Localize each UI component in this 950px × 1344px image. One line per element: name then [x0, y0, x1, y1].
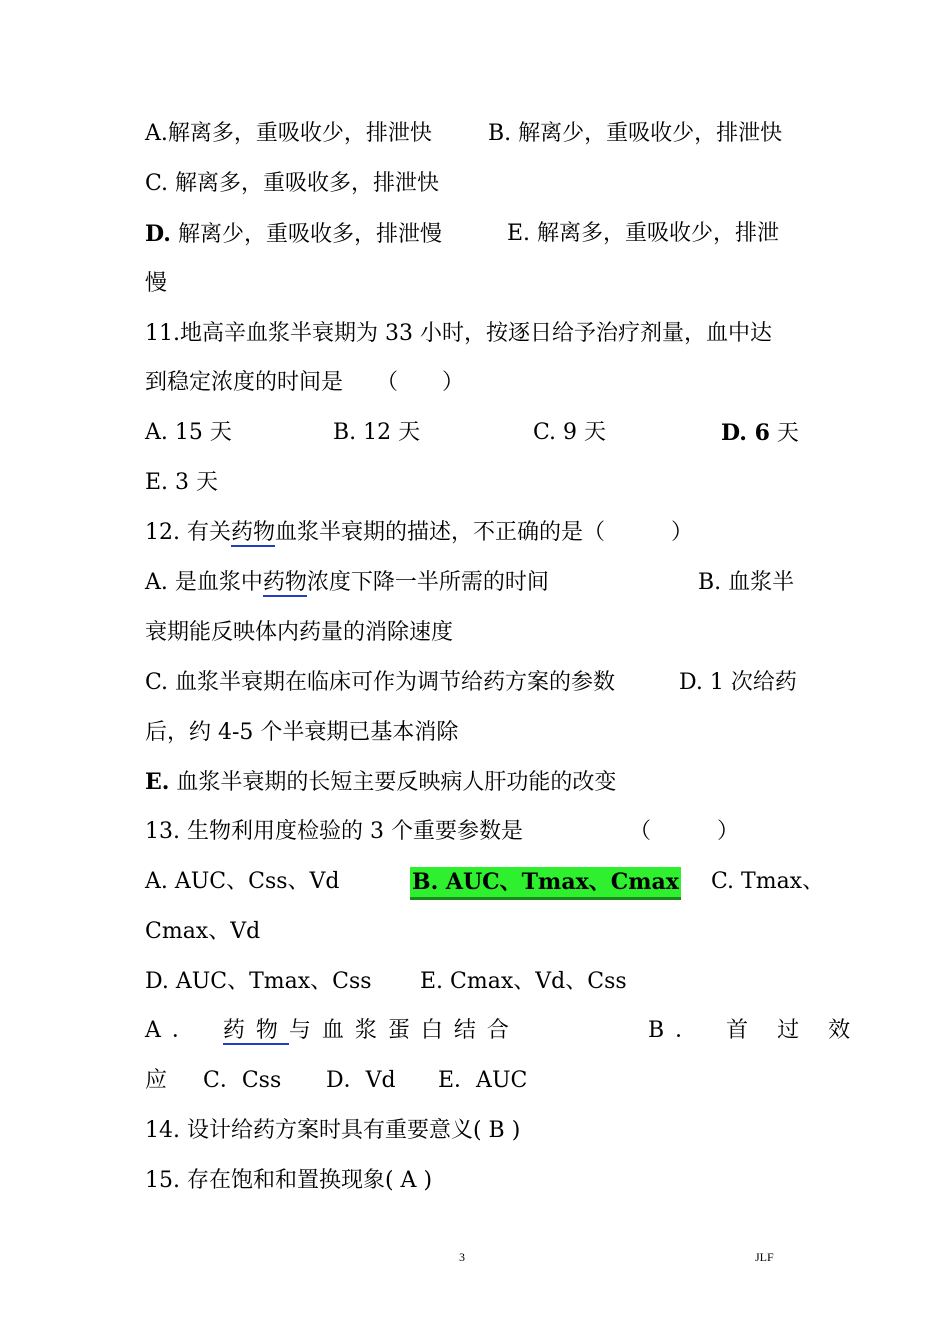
shared-option-a-post: 与血浆蛋白结合	[288, 1018, 520, 1043]
q12-option-a	[145, 563, 549, 603]
q12-stem-pre: 12. 有关	[145, 520, 231, 545]
q13-option-a: A. AUC、Css、Vd	[145, 869, 340, 894]
q12-stem-line	[145, 513, 807, 553]
shared-option-a-underlined: 药物	[222, 1018, 289, 1043]
q13-option-b	[410, 862, 681, 903]
q13-paren: （ ）	[629, 819, 740, 844]
q11-option-e: E. 3 天	[145, 470, 219, 495]
shared-options-cde	[145, 1061, 807, 1101]
q12-option-e	[145, 762, 616, 803]
shared-option-a-pre: A．	[145, 1018, 205, 1043]
q12-option-a-underlined: 药物	[262, 570, 307, 595]
shared-option-e: E．AUC	[438, 1068, 528, 1093]
q10-options-de	[145, 214, 807, 254]
q13-option-d: D. AUC、Tmax、Css	[145, 969, 372, 994]
footer-author: JLF	[755, 1250, 774, 1264]
q10-option-d-text: 解离少，重吸收多，排泄慢	[170, 222, 442, 247]
q12-option-e-text: 血浆半衰期的长短主要反映病人肝功能的改变	[169, 770, 617, 795]
q11-option-d-unit: 天	[769, 421, 799, 446]
q11-options-abcd	[145, 413, 807, 453]
shared-option-d: D．Vd	[326, 1068, 396, 1093]
q10-options-ab	[145, 114, 807, 154]
q13-stem: 13. 生物利用度检验的 3 个重要参数是	[145, 819, 523, 844]
q13-option-e: E. Cmax、Vd、Css	[420, 969, 627, 994]
q10-option-d-letter: D.	[145, 221, 171, 247]
q12-option-d-wrap	[145, 713, 807, 753]
q15-text: 15. 存在饱和和置换现象( A )	[145, 1168, 433, 1193]
shared-option-a	[145, 1011, 520, 1051]
q10-option-e-wrap	[145, 264, 807, 304]
q10-options-c	[145, 164, 807, 204]
q11-stem-line1	[145, 314, 807, 354]
q12-option-b-cont: 衰期能反映体内药量的消除速度	[145, 620, 454, 645]
shared-option-c: C．Css	[203, 1068, 282, 1093]
q15-line	[145, 1161, 807, 1201]
q11-stem-line2	[145, 363, 807, 403]
q10-option-e-cont: 慢	[145, 271, 168, 296]
q13-option-c-cont: Cmax、Vd	[145, 919, 261, 944]
q11-stem-1: 11.地高辛血浆半衰期为 33 小时，按逐日给予治疗剂量，血中达	[145, 321, 772, 346]
q13-option-b-highlight: B. AUC、Tmax、Cmax	[410, 867, 681, 900]
q11-option-d	[721, 413, 799, 454]
q12-stem	[145, 513, 693, 553]
q12-options-ab	[145, 563, 807, 603]
q12-stem-post: 血浆半衰期的描述，不正确的是（ ）	[275, 520, 694, 545]
q10-option-b: B. 解离少，重吸收少，排泄快	[488, 121, 783, 146]
q11-option-d-value: D. 6	[721, 420, 770, 446]
q14-text: 14. 设计给药方案时具有重要意义( B )	[145, 1118, 521, 1143]
q11-option-a: A. 15 天	[145, 420, 232, 445]
q12-option-e-letter: E.	[145, 769, 170, 795]
q13-options-de	[145, 962, 807, 1002]
q11-option-c: C. 9 天	[533, 420, 607, 445]
page-number: 3	[459, 1250, 465, 1264]
q12-option-b: B. 血浆半	[698, 570, 795, 595]
shared-options-ab	[145, 1011, 862, 1051]
q12-stem-underlined: 药物	[230, 520, 275, 545]
q13-option-c: C. Tmax、	[711, 869, 825, 894]
shared-option-b: B． 首 过 效	[648, 1018, 862, 1043]
q10-option-a: A.解离多，重吸收少，排泄快	[145, 121, 432, 146]
q12-option-b-wrap	[145, 613, 807, 653]
q10-option-c: C. 解离多，重吸收多，排泄快	[145, 171, 440, 196]
q12-options-cd	[145, 663, 807, 703]
q12-option-d-cont: 后，约 4-5 个半衰期已基本消除	[145, 720, 459, 745]
q12-option-c: C. 血浆半衰期在临床可作为调节给药方案的参数	[145, 670, 616, 695]
q11-options-e	[145, 463, 807, 503]
q13-options-abc	[145, 862, 825, 902]
shared-option-b-cont: 应	[145, 1068, 168, 1093]
q11-stem-2: 到稳定浓度的时间是 （ ）	[145, 370, 465, 395]
q11-option-b: B. 12 天	[333, 420, 421, 445]
q10-option-e: E. 解离多，重吸收少，排泄	[507, 221, 780, 246]
q12-options-e	[145, 762, 807, 802]
q12-option-a-pre: A. 是血浆中	[145, 570, 263, 595]
q13-option-c-wrap	[145, 912, 807, 952]
q12-option-a-post: 浓度下降一半所需的时间	[306, 570, 549, 595]
q10-option-d	[145, 214, 442, 255]
q14-line	[145, 1111, 807, 1151]
q13-stem-line	[145, 812, 807, 852]
q12-option-d: D. 1 次给药	[679, 670, 797, 695]
